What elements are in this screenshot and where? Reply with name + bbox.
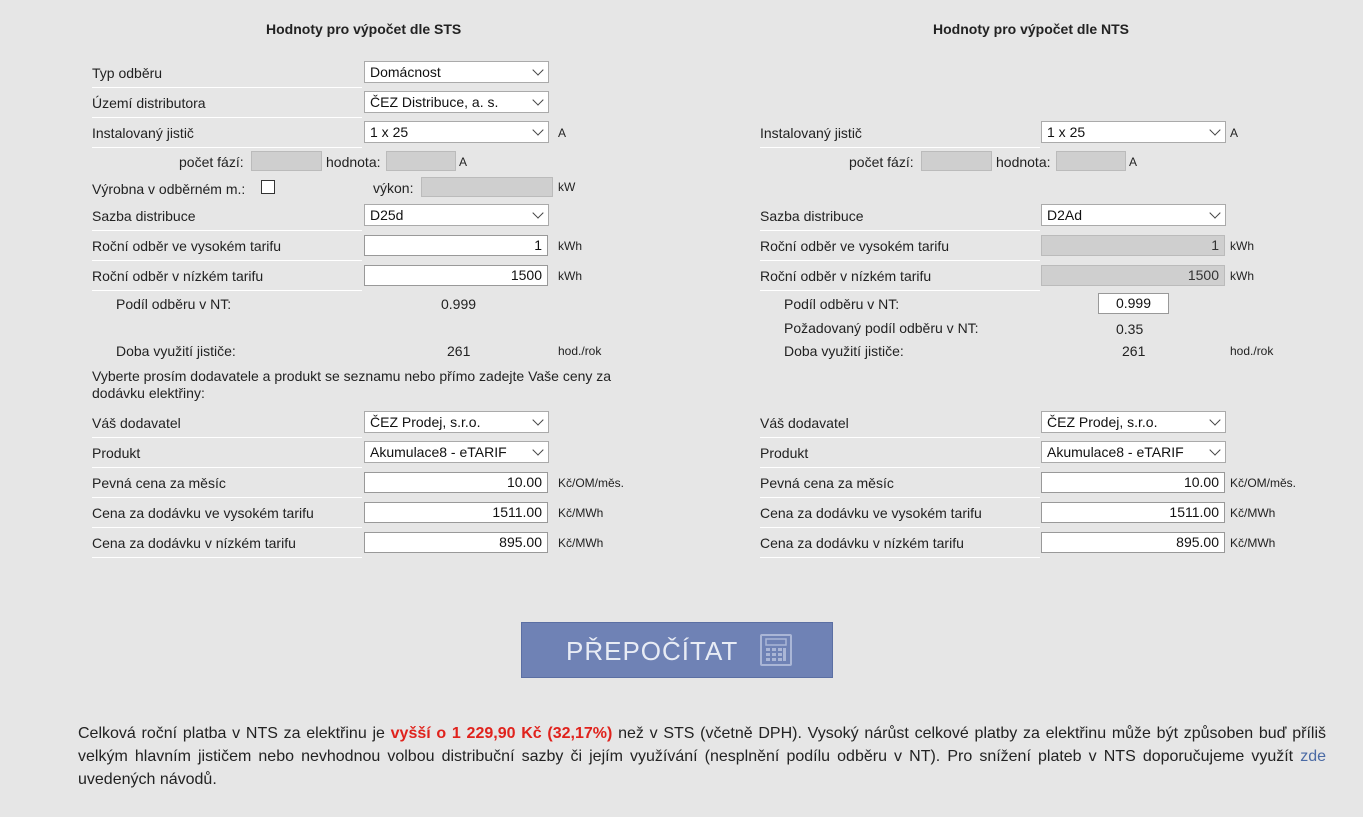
sts-typ-odberu-value: Domácnost (370, 64, 441, 80)
nts-doba-unit: hod./rok (1230, 344, 1274, 358)
nts-cena-vt-input[interactable]: 1511.00 (1041, 502, 1225, 523)
chevron-down-icon (532, 207, 543, 218)
summary-part1: Celková roční platba v NTS za elektřinu je (78, 725, 391, 742)
sts-dodavatel-select[interactable] (364, 411, 549, 433)
sts-jistic-label: Instalovaný jistič (92, 125, 194, 141)
nts-cena-nt-unit: Kč/MWh (1230, 536, 1276, 550)
sts-podil-nt-value: 0.999 (441, 296, 477, 312)
summary-link[interactable]: zde (1300, 748, 1326, 765)
chevron-down-icon (532, 94, 543, 105)
nts-produkt-label: Produkt (760, 445, 809, 461)
sts-pevna-cena-unit: Kč/OM/měs. (558, 476, 625, 490)
nts-hodnota-input[interactable] (1056, 151, 1126, 171)
nts-jistic-value: 1 x 25 (1047, 124, 1086, 140)
sts-uzemi-select[interactable] (364, 91, 549, 113)
nts-pevna-cena-unit: Kč/OM/měs. (1230, 476, 1297, 490)
sts-typ-odberu-select[interactable] (364, 61, 549, 83)
nts-heading: Hodnoty pro výpočet dle NTS (933, 21, 1130, 37)
sts-cena-nt-input[interactable]: 895.00 (364, 532, 548, 553)
chevron-down-icon (532, 124, 543, 135)
sts-hodnota-input[interactable] (386, 151, 456, 171)
nts-podil-nt-label: Podíl odběru v NT: (784, 296, 900, 312)
sts-vykon-unit: kW (558, 180, 576, 194)
nts-cena-vt-unit: Kč/MWh (1230, 506, 1276, 520)
sts-produkt-value: Akumulace8 - eTARIF (370, 444, 507, 460)
chevron-down-icon (532, 444, 543, 455)
sts-cena-vt-input[interactable]: 1511.00 (364, 502, 548, 523)
sts-heading: Hodnoty pro výpočet dle STS (266, 21, 462, 37)
sts-typ-odberu-label: Typ odběru (92, 65, 163, 81)
nts-odber-nt-unit: kWh (1230, 269, 1254, 283)
nts-dodavatel-value: ČEZ Prodej, s.r.o. (1047, 414, 1158, 430)
nts-jistic-label: Instalovaný jistič (760, 125, 862, 141)
sts-pocet-fazi-input[interactable] (251, 151, 322, 171)
nts-pocet-fazi-label: počet fází: (849, 154, 914, 170)
nts-doba-label: Doba využití jističe: (784, 343, 904, 359)
sts-produkt-select[interactable] (364, 441, 549, 463)
sts-odber-vt-unit: kWh (558, 239, 582, 253)
sts-instructions: Vyberte prosím dodavatele a produkt se seznamu nebo přímo zadejte Vaše ceny za dodávku elektřiny: (92, 368, 612, 401)
recalculate-button-label: PŘEPOČÍTAT (566, 636, 739, 666)
sts-hodnota-unit: A (459, 155, 468, 169)
chevron-down-icon (1209, 124, 1220, 135)
nts-hodnota-label: hodnota: (996, 154, 1051, 170)
chevron-down-icon (1209, 207, 1220, 218)
chevron-down-icon (1209, 444, 1220, 455)
sts-pevna-cena-input[interactable]: 10.00 (364, 472, 548, 493)
sts-jistic-unit: A (558, 126, 567, 140)
chevron-down-icon (532, 64, 543, 75)
sts-vykon-input[interactable] (421, 177, 553, 197)
sts-uzemi-label: Území distributora (92, 95, 206, 111)
nts-sazba-value: D2Ad (1047, 207, 1083, 223)
nts-odber-vt-label: Roční odběr ve vysokém tarifu (760, 238, 950, 254)
summary-part2: než v STS (včetně DPH). Vysoký nárůst celkové platby za elektřinu může být způsoben buď příliš velkým hlavním jističem nebo nevhodnou volbou distribuční sazby či jejím využívání (nesplnění podílu odběru v NT). Pro snížení plateb v NTS doporučujeme využít (78, 725, 1327, 765)
nts-produkt-select[interactable] (1041, 441, 1226, 463)
sts-jistic-value: 1 x 25 (370, 124, 409, 140)
nts-pevna-cena-label: Pevná cena za měsíc (760, 475, 894, 491)
sts-podil-nt-label: Podíl odběru v NT: (116, 296, 232, 312)
nts-pozadovany-podil-value: 0.35 (1116, 321, 1144, 337)
sts-odber-nt-label: Roční odběr v nízkém tarifu (92, 268, 264, 284)
sts-pevna-cena-label: Pevná cena za měsíc (92, 475, 226, 491)
sts-hodnota-label: hodnota: (326, 154, 381, 170)
sts-doba-value: 261 (447, 343, 471, 359)
nts-pevna-cena-input[interactable]: 10.00 (1041, 472, 1225, 493)
summary-highlight: vyšší o 1 229,90 Kč (32,17%) (390, 725, 613, 742)
sts-cena-nt-label: Cena za dodávku v nízkém tarifu (92, 535, 296, 551)
sts-odber-nt-unit: kWh (558, 269, 582, 283)
chevron-down-icon (532, 414, 543, 425)
sts-odber-vt-input[interactable]: 1 (364, 235, 548, 256)
nts-sazba-select[interactable] (1041, 204, 1226, 226)
chevron-down-icon (1209, 414, 1220, 425)
sts-cena-nt-unit: Kč/MWh (558, 536, 604, 550)
nts-dodavatel-select[interactable] (1041, 411, 1226, 433)
nts-produkt-value: Akumulace8 - eTARIF (1047, 444, 1184, 460)
sts-odber-vt-label: Roční odběr ve vysokém tarifu (92, 238, 282, 254)
nts-hodnota-unit: A (1129, 155, 1138, 169)
nts-doba-value: 261 (1122, 343, 1146, 359)
sts-produkt-label: Produkt (92, 445, 141, 461)
nts-odber-nt-label: Roční odběr v nízkém tarifu (760, 268, 932, 284)
sts-dodavatel-label: Váš dodavatel (92, 415, 181, 431)
sts-doba-unit: hod./rok (558, 344, 602, 358)
nts-pocet-fazi-input[interactable] (921, 151, 992, 171)
nts-sazba-label: Sazba distribuce (760, 208, 864, 224)
summary-part3: uvedených návodů. (78, 771, 217, 788)
calculator-icon (760, 634, 792, 666)
sts-jistic-select[interactable] (364, 121, 549, 143)
sts-cena-vt-unit: Kč/MWh (558, 506, 604, 520)
sts-vykon-label: výkon: (373, 180, 414, 196)
nts-odber-vt-input: 1 (1041, 235, 1225, 256)
sts-pocet-fazi-label: počet fází: (179, 154, 244, 170)
sts-sazba-select[interactable] (364, 204, 549, 226)
nts-cena-nt-label: Cena za dodávku v nízkém tarifu (760, 535, 964, 551)
sts-cena-vt-label: Cena za dodávku ve vysokém tarifu (92, 505, 314, 521)
sts-odber-nt-input[interactable]: 1500 (364, 265, 548, 286)
nts-jistic-unit: A (1230, 126, 1239, 140)
recalculate-button[interactable] (521, 622, 833, 678)
summary-text (78, 722, 1326, 791)
nts-odber-vt-unit: kWh (1230, 239, 1254, 253)
nts-jistic-select[interactable] (1041, 121, 1226, 143)
nts-podil-nt-input[interactable]: 0.999 (1098, 293, 1169, 314)
sts-dodavatel-value: ČEZ Prodej, s.r.o. (370, 414, 481, 430)
nts-cena-nt-input[interactable]: 895.00 (1041, 532, 1225, 553)
sts-uzemi-value: ČEZ Distribuce, a. s. (370, 94, 499, 110)
sts-doba-label: Doba využití jističe: (116, 343, 236, 359)
nts-cena-vt-label: Cena za dodávku ve vysokém tarifu (760, 505, 982, 521)
nts-dodavatel-label: Váš dodavatel (760, 415, 849, 431)
sts-sazba-label: Sazba distribuce (92, 208, 196, 224)
nts-odber-nt-input: 1500 (1041, 265, 1225, 286)
sts-sazba-value: D25d (370, 207, 404, 223)
sts-vyrobna-label: Výrobna v odběrném m.: (92, 181, 246, 197)
sts-vyrobna-checkbox[interactable] (261, 180, 275, 194)
nts-pozadovany-podil-label: Požadovaný podíl odběru v NT: (784, 320, 979, 336)
